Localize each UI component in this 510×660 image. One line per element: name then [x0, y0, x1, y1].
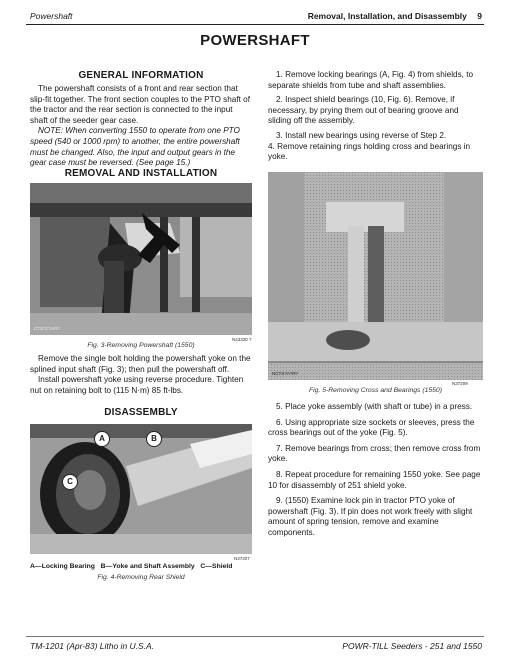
step-4: 4. Remove retaining rings holding cross and bearings in yoke.	[268, 141, 471, 162]
figure-5-id: N37209	[452, 381, 468, 386]
figure-4-photo	[30, 424, 252, 554]
figure-4-illustration	[30, 424, 252, 554]
figure-3-illustration	[30, 183, 252, 335]
steps-list-2	[268, 402, 483, 539]
step-2: 2. Inspect shield bearings (10, Fig. 6). Remove, if necessary, by prying them out of bearing groove and sliding off the assembly.	[268, 95, 459, 126]
footer-product-name: POWR-TILL Seeders - 251 and 1550	[342, 641, 482, 651]
removal-installation-body	[30, 354, 252, 396]
step-8: 8. Repeat procedure for remaining 1550 yoke. See page 10 for disassembly of 251 shield yoke.	[268, 469, 481, 490]
callout-b: B	[146, 431, 162, 447]
footer-divider	[26, 636, 484, 637]
figure-3-photo	[30, 183, 252, 335]
header-section: Powershaft	[30, 11, 73, 21]
step-7: 7. Remove bearings from cross; then remove cross from yoke.	[268, 443, 481, 464]
figure-5-photo	[268, 172, 483, 380]
removal-installation-heading: REMOVAL AND INSTALLATION	[64, 168, 218, 179]
step-5: 5. Place yoke assembly (with shaft or tube) in a press.	[276, 402, 473, 411]
figure-5-caption: Fig. 5-Removing Cross and Bearings (1550)	[309, 387, 442, 394]
disassembly-heading: DISASSEMBLY	[104, 407, 178, 418]
figure-3-id: N43330 ?	[232, 337, 252, 342]
general-information-heading: GENERAL INFORMATION	[78, 70, 204, 81]
figure-5-illustration	[268, 172, 483, 380]
general-information-body	[30, 84, 252, 169]
step-9: 9. (1550) Examine lock pin in tractor PTO yoke of powershaft (Fig. 3). If pin does not work freely with slight amount of spring tension, remove and examine components.	[268, 496, 473, 537]
page-title: POWERSHAFT	[200, 32, 310, 49]
callout-a: A	[94, 431, 110, 447]
general-information-note: NOTE: When converting 1550 to operate from one PTO speed (540 or 1000 rpm) to another, the entire powershaft must be changed. Also, the input and output gears in the gear case must be reversed. (See page 15.)	[30, 126, 240, 168]
figure-5-tag: NCTS?A?R?	[272, 371, 299, 376]
figure-3-tag: CTS?C?AR?	[34, 326, 61, 331]
step-1: 1. Remove locking bearings (A, Fig. 4) from shields, to separate shields from tube and shaft assemblies.	[268, 70, 474, 90]
figure-4-legend: A—Locking Bearing B—Yoke and Shaft Assembly C—Shield	[30, 563, 233, 570]
figure-4-id: N37207	[234, 556, 250, 561]
figure-4-caption: Fig. 4-Removing Rear Shield	[97, 574, 185, 581]
header-chapter	[308, 11, 482, 21]
header-chapter-title: Removal, Installation, and Disassembly	[307, 11, 467, 21]
steps-list-1	[268, 70, 483, 163]
figure-3-caption: Fig. 3-Removing Powershaft (1550)	[87, 342, 195, 349]
header-divider	[26, 24, 484, 25]
removal-paragraph: Remove the single bolt holding the powershaft yoke on the splined input shaft (Fig. 3); then pull the powershaft off.	[30, 354, 251, 374]
installation-paragraph: Install powershaft yoke using reverse procedure. Tighten nut on retaining bolt to (115 N·m) 85 ft-lbs.	[30, 375, 244, 395]
general-information-paragraph: The powershaft consists of a front and rear section that slip-fit together. The front section couples to the PTO shaft of the tractor and the rear section is connected to the input shaft of the seeder gear case.	[30, 84, 250, 125]
step-6: 6. Using appropriate size sockets or sleeves, press the cross bearings out of the yoke (Fig. 5).	[268, 417, 475, 438]
step-3: 3. Install new bearings using reverse of Step 2.	[276, 130, 447, 140]
page-number: 9	[477, 11, 482, 21]
footer-manual-id: TM-1201 (Apr-83) Litho in U.S.A.	[30, 641, 155, 651]
callout-c: C	[62, 474, 78, 490]
